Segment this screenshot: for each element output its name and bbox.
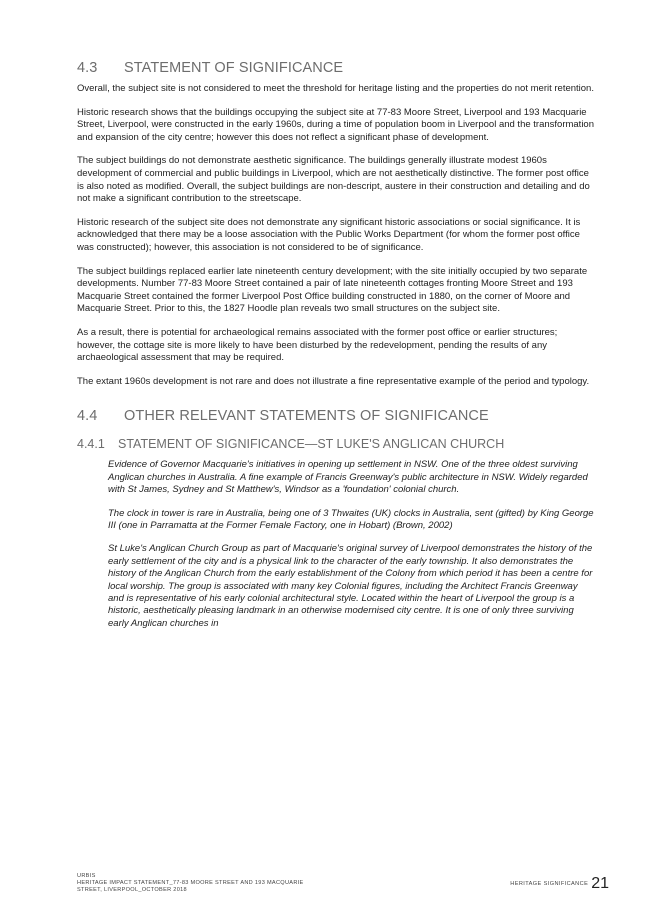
section-heading-4-4 <box>77 408 595 424</box>
paragraph: The extant 1960s development is not rare and does not illustrate a fine representative example of the period and typology. <box>77 375 590 387</box>
footer-document-info <box>77 873 304 893</box>
subsection-heading-4-4-1 <box>77 437 595 451</box>
paragraph: Historic research of the subject site does not demonstrate any significant historic associations or social significance. It is acknowledged that there may be a loose association with the Public Works Department (for whom the former post office was constructed); however, this association is not considered to be of significance. <box>77 216 581 253</box>
page-number: 21 <box>591 875 609 892</box>
section-number: 4.4 <box>77 408 98 425</box>
quote-paragraph: St Luke's Anglican Church Group as part of Macquarie's original survey of Liverpool demonstrates the history of the early settlement of the city and is a physical link to the character of the early township. It also demonstrates the history of the Anglican Church from the early establishment of the Colony from which period it has been a centre for local worship. The group is associated with many key Colonial figures, including the Architect Francis Greenway and is representative of his early colonial architectural style. Located within the heart of Liverpool the group is a historic, aesthetically pleasing landmark in an otherwise modernised city centre. It is one of only three surviving early Anglican churches in <box>108 543 593 629</box>
footer-section-label: HERITAGE SIGNIFICANCE <box>510 881 589 887</box>
footer-doc-title-line2: STREET, LIVERPOOL_OCTOBER 2018 <box>77 886 187 893</box>
paragraph: Historic research shows that the buildings occupying the subject site at 77-83 Moore Street, Liverpool and 193 Macquarie Street, Liverpool, were constructed in the early 1960s, during a time of population boom in Liverpool and the transformation and expansion of the city centre; however this does not reflect a significant phase of development. <box>77 106 594 143</box>
paragraph: The subject buildings replaced earlier late nineteenth century development; with the site initially occupied by two separate developments. Number 77-83 Moore Street contained a pair of late nineteenth cottages fronting Moore Street and 193 Macquarie Street contained the former Liverpool Post Office building constructed in 1880, on the corner of Moore and Macquarie Street. Prior to this, the 1827 Hoodle plan reveals two small structures on the subject site. <box>77 265 588 315</box>
page-content <box>77 60 595 641</box>
paragraph: The subject buildings do not demonstrate aesthetic significance. The buildings generally illustrate modest 1960s development of commercial and public buildings in Liverpool, which are not aesthetically distinctive. The former post office is also noted as modified. Overall, the subject buildings are non-descript, austere in their construction and detailing and do not make a significant contribution to the streetscape. <box>77 155 590 205</box>
section-title: STATEMENT OF SIGNIFICANCE <box>124 60 344 76</box>
subsection-title: STATEMENT OF SIGNIFICANCE—ST LUKE'S ANGLICAN CHURCH <box>118 437 505 452</box>
footer-org: URBIS <box>77 873 96 879</box>
paragraph: Overall, the subject site is not considered to meet the threshold for heritage listing and the properties do not merit retention. <box>77 83 594 94</box>
section-title: OTHER RELEVANT STATEMENTS OF SIGNIFICANCE <box>124 408 489 425</box>
subsection-number: 4.4.1 <box>77 437 105 452</box>
footer-doc-title-line1: HERITAGE IMPACT STATEMENT_77-83 MOORE STREET AND 193 MACQUARIE <box>77 879 304 886</box>
section-number: 4.3 <box>77 60 98 76</box>
quote-paragraph: The clock in tower is rare in Australia, being one of 3 Thwaites (UK) clocks in Australia, sent (gifted) by King George III (one in Parramatta at the Former Female Factory, one in Hobart) (Brown, 2002) <box>108 507 594 531</box>
footer-page-info <box>510 875 609 893</box>
paragraph: As a result, there is potential for archaeological remains associated with the former post office or earlier structures; however, the cottage site is more likely to have been disturbed by the redevelopment, pending the results of any archaeological assessment that may be required. <box>77 326 558 364</box>
spacer <box>77 399 595 408</box>
quote-paragraph: Evidence of Governor Macquarie's initiatives in opening up settlement in NSW. One of the three oldest surviving Anglican churches in Australia. A fine example of Francis Greenway's public architecture in NSW. Widely regarded with St James, Sydney and St Matthew's, Windsor as a 'foundation' colonial church. <box>108 459 588 496</box>
section-heading-4-3 <box>77 60 595 76</box>
